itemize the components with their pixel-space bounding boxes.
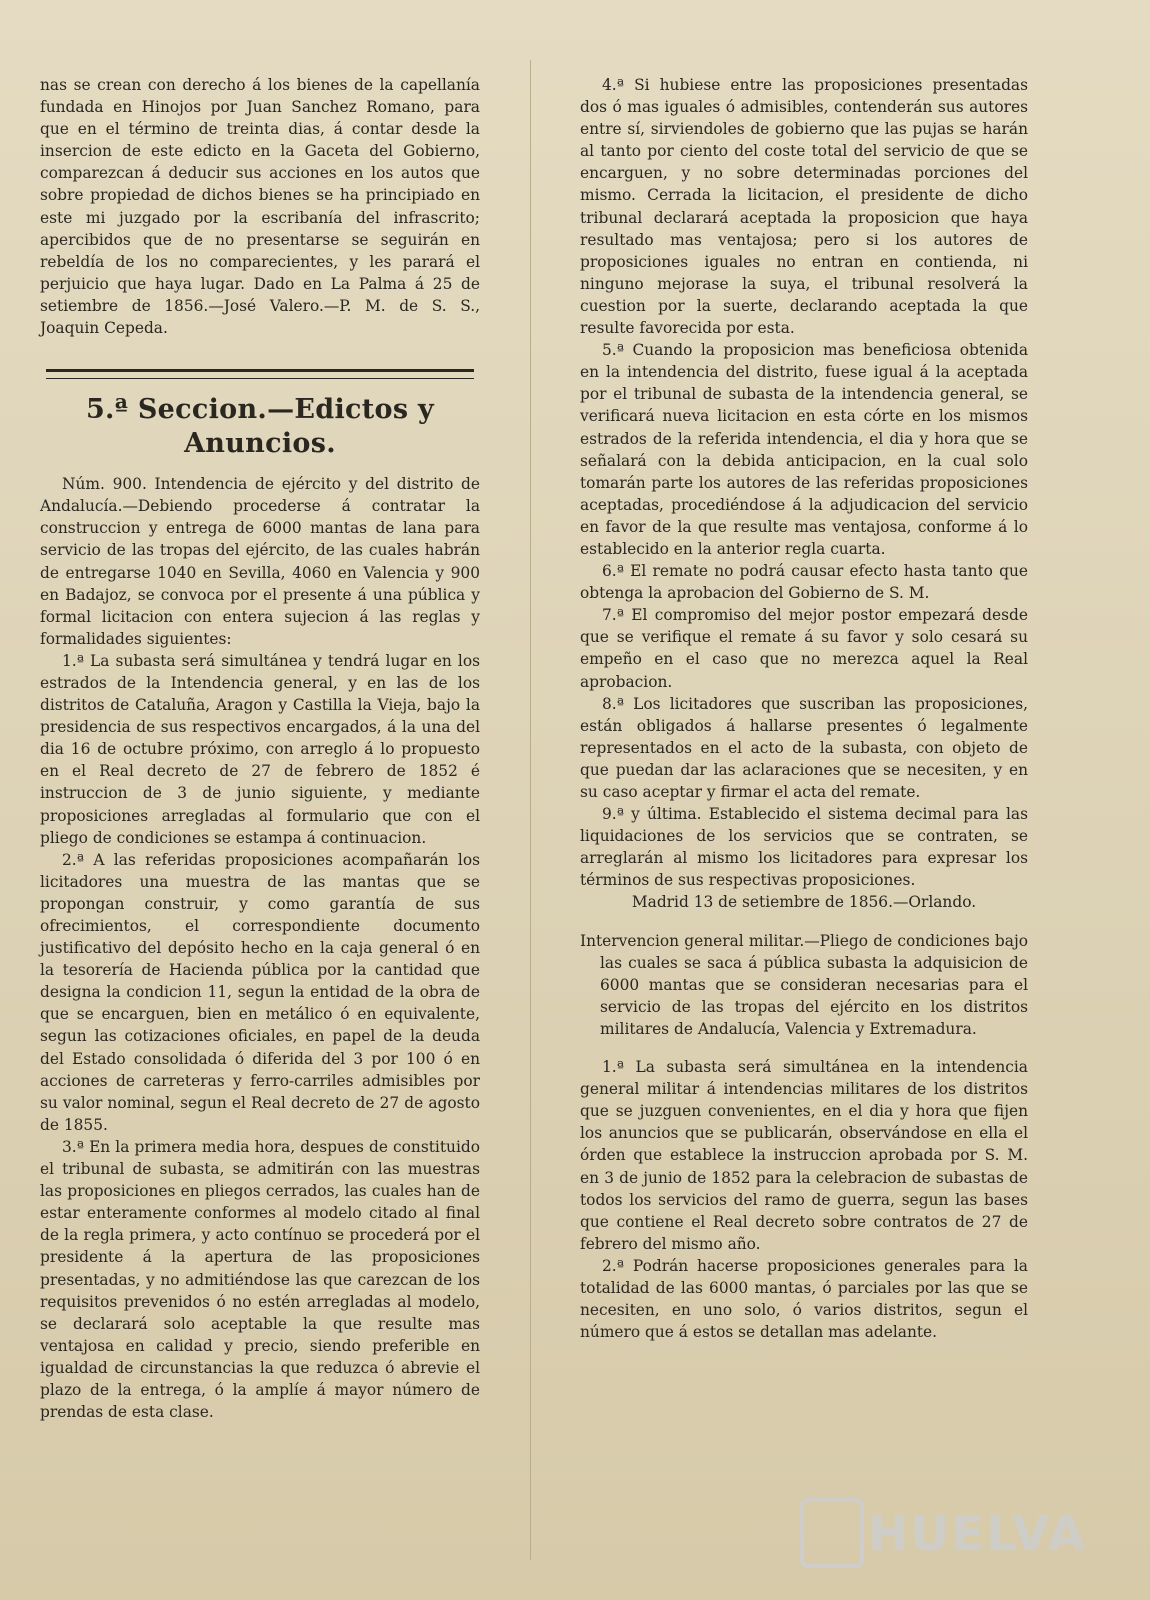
rule-7: 7.ª El compromiso del mejor postor empezará desde que se verifique el remate á su favor y solo cesará su empeño en el caso que no merezca aquel la Real aprobacion. xyxy=(580,606,1028,691)
rule-1: 1.ª La subasta será simultánea y tendrá lugar en los estrados de la Intendencia general, y en las de los distritos de Cataluña, Aragon y Castilla la Vieja, bajo la presidencia de sus respectivos encargados, á la una del dia 16 de octubre próximo, con arreglo á lo propuesto en el Real decreto de 27 de febrero de 1852 é instruccion de 3 de junio siguiente, y mediante proposiciones arregladas al formulario que con el pliego de condiciones se estampa á continuacion. xyxy=(40,651,480,847)
archive-watermark xyxy=(800,1498,1090,1568)
rule-5: 5.ª Cuando la proposicion mas beneficiosa obtenida en la intendencia del distrito, fuese igual á la aceptada por el tribunal de subasta de la intendencia general, se verificará nueva licitacion en esta córte en los mismos estrados de la referida intendencia, el dia y hora que se señalará con la debida anticipacion, en la cual solo tomarán parte los autores de las referidas proposiciones aceptadas, procediéndose á la adjudicacion del servicio en favor de la que resulte mas ventajosa, conforme á lo establecido en la anterior regla cuarta. xyxy=(580,341,1028,558)
archive-logo-icon xyxy=(800,1498,864,1568)
rule-4: 4.ª Si hubiese entre las proposiciones presentadas dos ó mas iguales ó admisibles, contenderán sus autores entre sí, sirviendoles de gobierno que las pujas se harán al tanto por ciento del coste total del servicio de que se encarguen, y no sobre determinadas porciones del mismo. Cerrada la licitacion, el presidente de dicho tribunal declarará aceptada la proposicion que haya resultado mas ventajosa; pero si los autores de proposiciones iguales no entran en contienda, ni ninguno mejorase la suya, el tribunal resolverá la cuestion por la suerte, declarando aceptada la que resulte favorecida por esta. xyxy=(580,76,1028,338)
watermark-text: HUELVA xyxy=(868,1506,1087,1562)
rule-2: 2.ª A las referidas proposiciones acompañarán los licitadores una muestra de las mantas que se propongan construir, y como garantía de sus ofrecimientos, el correspondiente documento justificativo del depósito hecho en la caja general ó en la tesorería de Hacienda pública por la cantidad que designa la condicion 11, segun la entidad de la obra de que se encarguen, bien en metálico ó en equivalente, segun las cotizaciones oficiales, en papel de la deuda del Estado consolidada ó diferida del 3 por 100 ó en acciones de carreteras y ferro-carriles admisibles por su valor nominal, segun el Real decreto de 27 de agosto de 1855. xyxy=(40,850,480,1134)
spacer xyxy=(580,914,1028,930)
rule-9: 9.ª y última. Establecido el sistema decimal para las liquidaciones de los servicios que se contraten, se arreglarán al mismo los licitadores para expresar los términos de sus respectivas proposiciones. xyxy=(580,805,1028,890)
pliego-title: Intervencion general militar.—Pliego de condiciones bajo las cuales se saca á pública subasta la adquisicion de 6000 mantas que se consideran necesarias para el servicio de las tropas del ejército en los distritos militares de Andalucía, Valencia y Extremadura. xyxy=(580,931,1028,1038)
rule-8: 8.ª Los licitadores que suscriban las proposiciones, están obligados á hallarse presentes ó legalmente representados en el acto de la subasta, con objeto de que puedan dar las aclaraciones que se necesiten, y en su caso aceptar y firmar el acta del remate. xyxy=(580,694,1028,801)
rule-6: 6.ª El remate no podrá causar efecto hasta tanto que obtenga la aprobacion del Gobierno de S. M. xyxy=(580,562,1028,603)
notice-signature: Madrid 13 de setiembre de 1856.—Orlando. xyxy=(631,893,977,912)
section-title: 5.ª Seccion.—Edictos y Anuncios. xyxy=(85,394,435,460)
left-column xyxy=(40,74,480,1423)
spacer xyxy=(580,1040,1028,1056)
edict-continuation: nas se crean con derecho á los bienes de la capellanía fundada en Hinojos por Juan Sanchez Romano, para que en el término de treinta dias, á contar desde la insercion de este edicto en la Gaceta del Gobierno, comparezcan á deducir sus acciones en los autos que sobre propiedad de dichos bienes se ha principiado en este mi juzgado por la escribanía del infrascrito; apercibidos que de no presentarse se seguirán en rebeldía de los no comparecientes, y les parará el perjuicio que haya lugar. Dado en La Palma á 25 de setiembre de 1856.—José Valero.—P. M. de S. S., Joaquin Cepeda. xyxy=(40,76,480,338)
condition-1: 1.ª La subasta será simultánea en la intendencia general militar á intendencias militares de los distritos que se juzguen convenientes, en el dia y hora que fijen los anuncios que se publicarán, observándose en ella el órden que establece la instruccion aprobada por S. M. en 3 de junio de 1852 para la celebracion de subastas de todos los servicios del ramo de guerra, segun las bases que contiene el Real decreto sobre contratos de 27 de febrero del mismo año. xyxy=(580,1058,1028,1253)
condition-2: 2.ª Podrán hacerse proposiciones generales para la totalidad de las 6000 mantas, ó parciales por las que se necesiten, en uno solo, ó varios distritos, segun el número que á estos se detallan mas adelante. xyxy=(580,1256,1028,1342)
column-divider xyxy=(530,60,531,1560)
rule-3: 3.ª En la primera media hora, despues de constituido el tribunal de subasta, se admitirán con las muestras las proposiciones en pliegos cerrados, las cuales han de estar enteramente conformes al modelo citado al final de la regla primera, y acto contínuo se procederá por el presidente á la apertura de las proposiciones presentadas, y no admitiéndose las que carezcan de los requisitos prevenidos ó no estén arregladas al modelo, se declarará solo aceptable la que resulte mas ventajosa en calidad y precio, siendo preferible en igualdad de circunstancias la que reduzca ó abrevie el plazo de la entrega, ó la amplíe á mayor número de prendas de esta clase. xyxy=(40,1137,480,1422)
section-rule xyxy=(46,369,474,379)
notice-intro: Núm. 900. Intendencia de ejército y del distrito de Andalucía.—Debiendo procederse á contratar la construccion y entrega de 6000 mantas de lana para servicio de las tropas del ejército, de las cuales habrán de entregarse 1040 en Sevilla, 4060 en Valencia y 900 en Badajoz, se convoca por el presente á una pública y formal licitacion con entera sujecion á las reglas y formalidades siguientes: xyxy=(40,475,480,648)
right-column xyxy=(580,74,1028,1343)
